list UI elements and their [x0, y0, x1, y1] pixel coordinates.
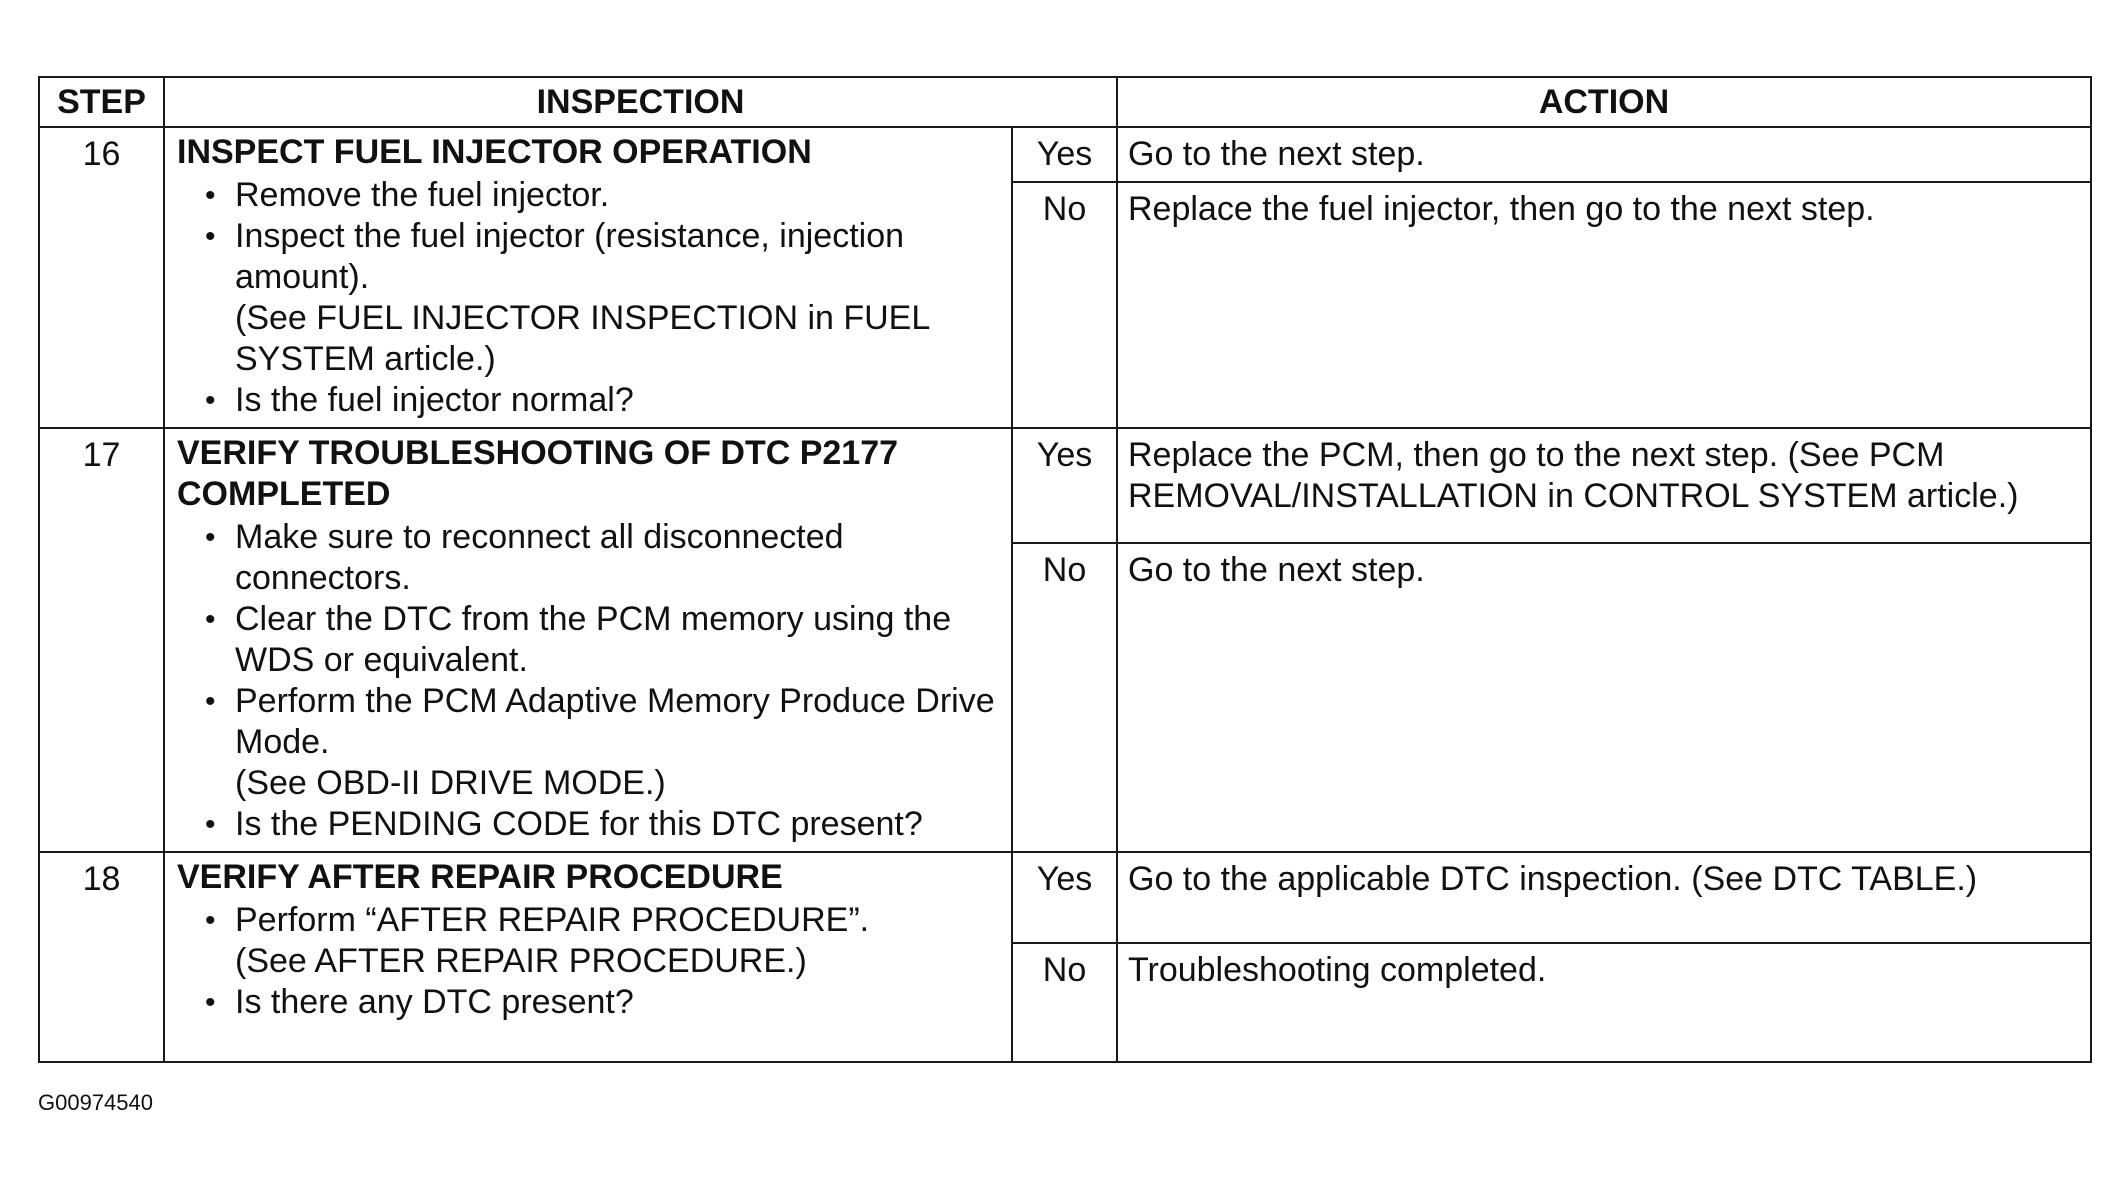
- inspection-item: • Is the fuel injector normal?: [205, 380, 1001, 421]
- inspection-list: [177, 900, 1001, 1023]
- action-header: ACTION: [1117, 77, 2091, 127]
- step-number: 18: [39, 852, 164, 1062]
- troubleshooting-table: [38, 76, 2092, 1063]
- step-number: 16: [39, 127, 164, 428]
- inspection-title: VERIFY AFTER REPAIR PROCEDURE: [177, 858, 783, 896]
- yes-label: Yes: [1012, 852, 1117, 943]
- header-row: [39, 77, 2091, 127]
- inspection-header: INSPECTION: [164, 77, 1117, 127]
- figure-code: G00974540: [38, 1090, 153, 1115]
- inspection-list: [177, 175, 1001, 421]
- reference-note: (See FUEL INJECTOR INSPECTION in FUEL SYSTEM article.): [235, 299, 929, 378]
- no-action: Troubleshooting completed.: [1117, 943, 2091, 1062]
- inspection-title: INSPECT FUEL INJECTOR OPERATION: [177, 133, 812, 171]
- yes-action: Go to the applicable DTC inspection. (See DTC TABLE.): [1117, 852, 2091, 943]
- no-action: Replace the fuel injector, then go to the next step.: [1117, 182, 2091, 428]
- inspection-item: • Make sure to reconnect all disconnected connectors.: [205, 517, 1001, 599]
- reference-note: (See AFTER REPAIR PROCEDURE.): [235, 942, 807, 980]
- inspection-item: • Perform the PCM Adaptive Memory Produce Drive Mode. (See OBD-II DRIVE MODE.): [205, 681, 1001, 804]
- no-action: Go to the next step.: [1117, 543, 2091, 852]
- yes-label: Yes: [1012, 127, 1117, 182]
- yes-action: Go to the next step.: [1117, 127, 2091, 182]
- no-label: No: [1012, 943, 1117, 1062]
- inspection-item: • Clear the DTC from the PCM memory using the WDS or equivalent.: [205, 599, 1001, 681]
- yes-action: Replace the PCM, then go to the next step. (See PCM REMOVAL/INSTALLATION in CONTROL SYSTEM article.): [1117, 428, 2091, 543]
- inspection-list: [177, 517, 1001, 845]
- reference-note: (See OBD-II DRIVE MODE.): [235, 764, 666, 802]
- inspection-cell: [164, 127, 1012, 428]
- inspection-item: • Is there any DTC present?: [205, 982, 1001, 1023]
- inspection-item: • Is the PENDING CODE for this DTC present?: [205, 804, 1001, 845]
- step-header: STEP: [39, 77, 164, 127]
- inspection-cell: [164, 852, 1012, 1062]
- inspection-item: • Perform “AFTER REPAIR PROCEDURE”. (See AFTER REPAIR PROCEDURE.): [205, 900, 1001, 982]
- no-label: No: [1012, 182, 1117, 428]
- inspection-cell: [164, 428, 1012, 852]
- step-16-yes-row: [39, 127, 2091, 182]
- inspection-item: • Inspect the fuel injector (resistance, injection amount). (See FUEL INJECTOR INSPECTION in FUEL SYSTEM article.): [205, 216, 1001, 380]
- step-17-yes-row: [39, 428, 2091, 543]
- step-18-yes-row: [39, 852, 2091, 943]
- inspection-title: VERIFY TROUBLESHOOTING OF DTC P2177 COMPLETED: [177, 434, 899, 513]
- yes-label: Yes: [1012, 428, 1117, 543]
- inspection-item: • Remove the fuel injector.: [205, 175, 1001, 216]
- no-label: No: [1012, 543, 1117, 852]
- step-number: 17: [39, 428, 164, 852]
